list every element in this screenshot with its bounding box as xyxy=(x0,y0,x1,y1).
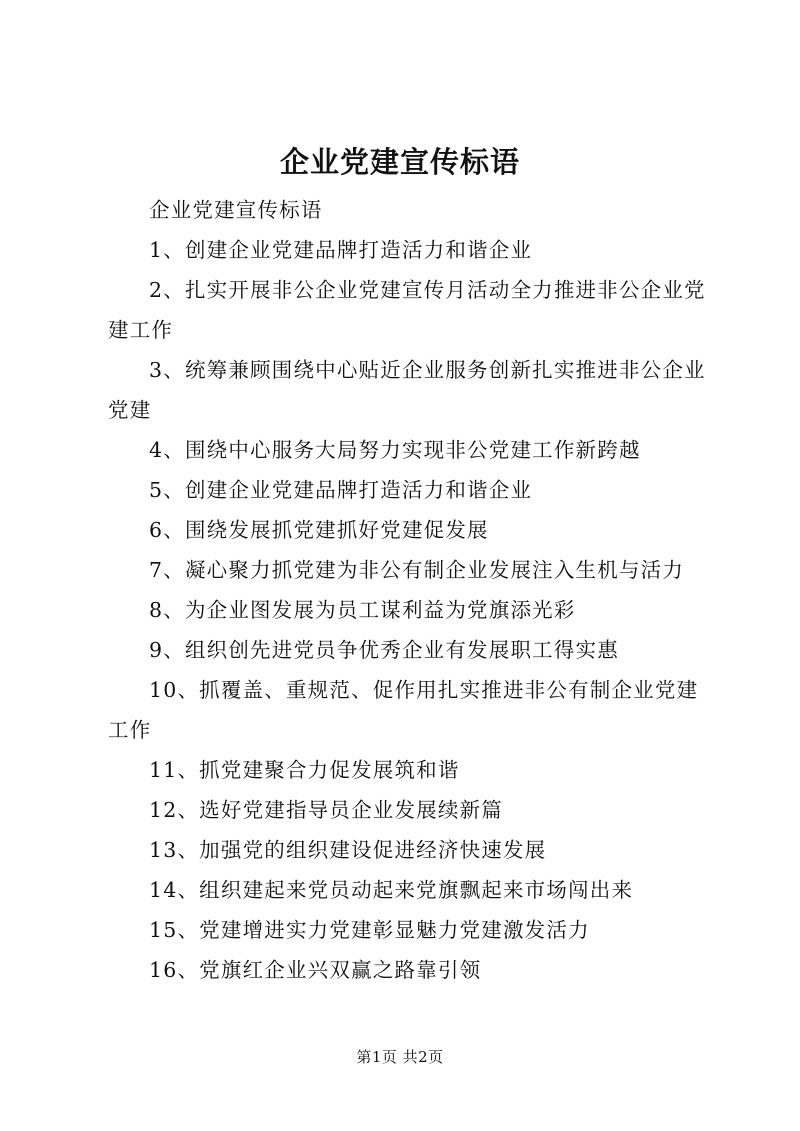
slogan-item-10: 10、抓覆盖、重规范、促作用扎实推进非公有制企业党建工作 xyxy=(108,678,699,742)
slogan-item-2: 2、扎实开展非公企业党建宣传月活动全力推进非公企业党建工作 xyxy=(108,278,706,342)
slogan-item-1: 1、创建企业党建品牌打造活力和谐企业 xyxy=(149,238,533,262)
paragraph-intro: 企业党建宣传标语 xyxy=(149,198,323,222)
slogan-item-14: 14、组织建起来党员动起来党旗飘起来市场闯出来 xyxy=(149,878,634,902)
slogan-item-15: 15、党建增进实力党建彰显魅力党建激发活力 xyxy=(149,918,590,942)
slogan-item-7: 7、凝心聚力抓党建为非公有制企业发展注入生机与活力 xyxy=(149,558,685,582)
slogan-item-16: 16、党旗红企业兴双赢之路靠引领 xyxy=(149,958,482,982)
document-title: 企业党建宣传标语 xyxy=(279,145,520,179)
slogan-item-13: 13、加强党的组织建设促进经济快速发展 xyxy=(149,838,547,862)
slogan-item-12: 12、选好党建指导员企业发展续新篇 xyxy=(149,798,503,822)
slogan-item-6: 6、围绕发展抓党建抓好党建促发展 xyxy=(149,518,489,542)
slogan-item-9: 9、组织创先进党员争优秀企业有发展职工得实惠 xyxy=(149,638,619,662)
slogan-item-8: 8、为企业图发展为员工谋利益为党旗添光彩 xyxy=(149,598,576,622)
page-footer: 第1页 共2页 xyxy=(356,1048,444,1066)
document-body xyxy=(108,190,706,990)
slogan-item-3: 3、统筹兼顾围绕中心贴近企业服务创新扎实推进非公企业党建 xyxy=(108,358,706,422)
slogan-item-11: 11、抓党建聚合力促发展筑和谐 xyxy=(149,758,460,782)
slogan-item-5: 5、创建企业党建品牌打造活力和谐企业 xyxy=(149,478,533,502)
slogan-item-4: 4、围绕中心服务大局努力实现非公党建工作新跨越 xyxy=(149,438,641,462)
